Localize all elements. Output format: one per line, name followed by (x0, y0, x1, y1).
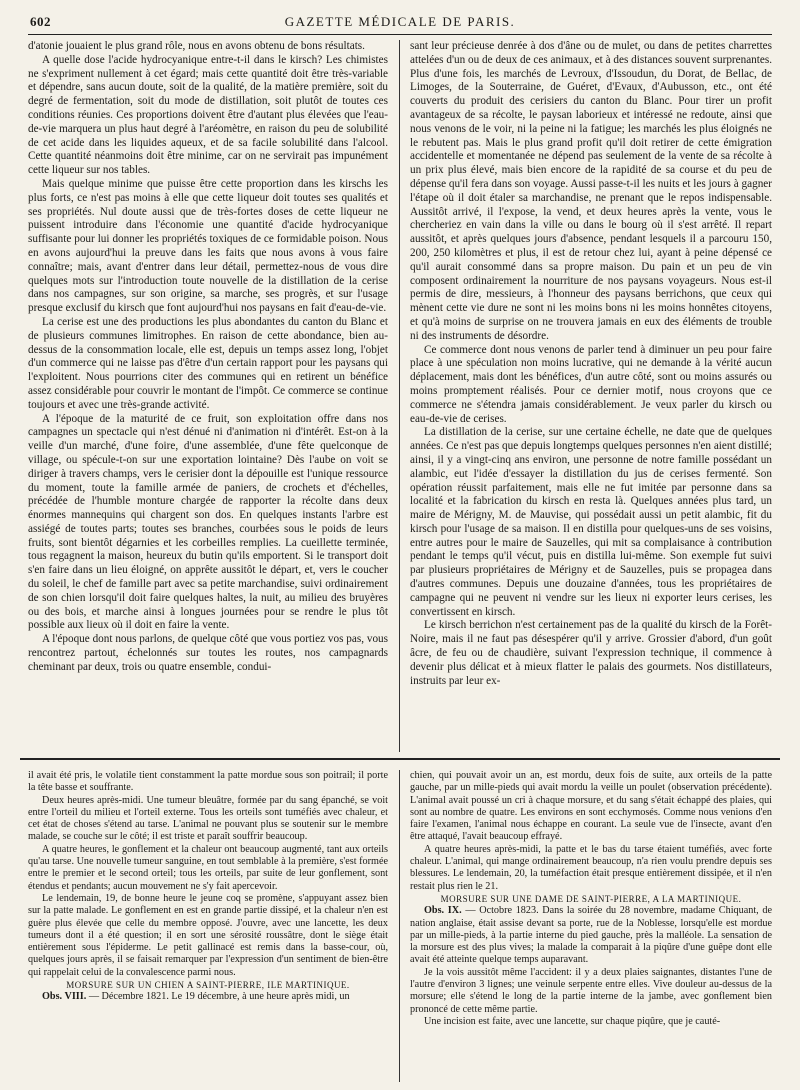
section-divider (20, 758, 780, 760)
page-number: 602 (30, 14, 51, 29)
paragraph: A quatre heures après-midi, la patte et le bas du tarse étaient tuméfiés, avec forte chaleur. L'animal, qui mange ordinairement beaucoup, n'a rien voulu prendre depuis ses blessures. Le lendemain, 20, la tuméfaction était presque entièrement dissipée, et il n'en restait plus rien le 21. (410, 843, 772, 892)
section-title: MORSURE SUR UNE DAME DE SAINT-PIERRE, A LA MARTINIQUE. (440, 893, 742, 904)
top-left-column (28, 40, 388, 740)
page-header (28, 12, 772, 35)
paragraph: La cerise est une des productions les plus abondantes du canton du Blanc et de plusieurs communes limitrophes. En raison de cette abondance, bien au-dessus de la consommation locale, elle est, depuis un temps assez long, l'objet d'un commerce qui ne laisse pas d'être d'un certain rapport pour les paysans qui l'exploitent. Nous pourrions citer des communes qui en retirent un bénéfice assez considérable pour couvrir le montant de l'impôt. Ce commerce se continue toujours et avec une très-grande activité. (28, 315, 388, 411)
paragraph: d'atonie jouaient le plus grand rôle, nous en avons obtenu de bons résultats. (28, 40, 365, 52)
paragraph: Le lendemain, 19, de bonne heure le jeune coq se promène, s'appuyant assez bien sur la patte malade. Le gonflement en est en grande partie dissipé, et la chaleur n'en est guère plus élevée que celle du membre opposé. J'ouvre, avec une lancette, les deux tumeurs dont il a été question; il en sort une sérosité roussâtre, dont le siège était entièrement sous l'épiderme. Le petit gallinacé est remis dans la basse-cour, où, quelques jours après, il se faisait remarquer par l'expression d'un sentiment de bien-être qui rappelait celui de la convalescence parmi nous. (28, 892, 388, 978)
paragraph: A l'époque de la maturité de ce fruit, son exploitation offre dans nos campagnes un spectacle qui n'est dénué ni d'animation ni d'intérêt. Est-on à la veille d'un marché, d'une foire, d'une assemblée, d'une fête quelconque de village, ou spécule-t-on sur une exportation lointaine? Dès l'aube on voit se diriger à travers champs, vers le cerisier dont la dépouille est l'unique ressource du moment, toute la famille armée de paniers, de crochets et d'échelles, précédée de l'humble monture chargée de rapporter la récolte dans deux énormes mannequins qui chargent son dos. En quelques instants l'arbre est assiégé de toutes parts; toutes ses branches, courbées sous le poids de leurs fruits, sont bientôt dégarnies et les corbeilles remplies. La cueillette terminée, tous regagnent la maison, heureux du butin qu'ils emportent. Si le transport doit s'en faire dans un lieu éloigné, on apprête aussitôt le départ, et, vers le coucher du soleil, le chef de famille part avec sa petite marchandise, suivi ordinairement de son chien lorsqu'il doit faire quelques haltes, la nuit, au milieu des bruyères ou des bois, et marche ainsi à longues journées pour se rendre le plus tôt possible aux lieux où il doit en faire la vente. (28, 412, 388, 632)
paragraph: Mais quelque minime que puisse être cette proportion dans les kirschs les plus forts, ce n'est pas moins à elle que cette liqueur doit toutes ses qualités et ses propriétés. Nul doute aussi que de très-fortes doses de cette liqueur ne puissent introduire dans l'économie une quantité d'acide hydrocyanique suffisante pour lui donner les propriétés toxiques de ce formidable poison. Nous en avons aujourd'hui la preuve dans les faits que nous avons à vous faire connaître; mais, avant d'entrer dans leur détail, permettez-nous de vous dire quelques mots sur l'introduction toute nouvelle de la distillation de la cerise dans nos campagnes, sur son origine, sa marche, ses progrès, et sur l'usage presque exclusif du kirsch que font aujourd'hui nos paysans en fait d'eau-de-vie. (28, 177, 388, 315)
observation-label: Obs. IX. (424, 905, 462, 917)
paragraph: Une incision est faite, avec une lancette, sur chaque piqûre, que je cauté- (424, 1015, 721, 1027)
paragraph: A quatre heures, le gonflement et la chaleur ont beaucoup augmenté, tant aux orteils qu'au tarse. Une nouvelle tumeur sanguine, en tout semblable à la première, s'est formée entre le premier et le second orteil; tous les orteils, par suite de leur gonflement, sont étendus et pendants; aucun mouvement ne s'y fait apercevoir. (28, 843, 388, 892)
column-divider (399, 40, 400, 752)
bottom-right-column (410, 770, 772, 1082)
observation-paragraph (410, 905, 772, 966)
bottom-left-column (28, 770, 388, 1082)
journal-title: GAZETTE MÉDICALE DE PARIS. (284, 14, 516, 29)
paragraph: chien, qui pouvait avoir un an, est mordu, deux fois de suite, aux orteils de la patte gauche, par un mille-pieds qui avait mordu la veille un poulet (observation précédente). L'animal avait poussé un cri à chaque morsure, et du sang s'était échappé des plaies, qui sont au nombre de quatre. Les environs en sont ecchymosés. Comme nous venions d'en faire l'examen, l'animal nous échappe en courant. La seule vue de l'insecte, avant d'en être attaqué, l'avait beaucoup effrayé. (410, 770, 772, 843)
paragraph: La distillation de la cerise, sur une certaine échelle, ne date que de quelques années. Ce n'est pas que depuis longtemps quelques personnes n'en aient distillé; ainsi, il y a vingt-cinq ans environ, une personne de notre famille possédant un alambic, eut l'idée d'essayer la distillation du jus de cerises fermenté. Son opération réussit parfaitement, mais elle ne fut imitée par personne dans sa localité et la fabrication du kirsch en resta là. Quelques années plus tard, un maire de Mérigny, M. de Mauvise, qui possédait aussi un petit alambic, fit du kirsch pour l'usage de sa maison. Il en distilla pour quelques-uns de ses voisins, entre autres pour le maire de Sauzelles, qui mit sa complaisance à contribution pendant le temps qu'il vécut, puis en distilla lui-même. Son exemple fut suivi par plusieurs propriétaires de Mérigny et de Sauzelles, puis se propagea dans d'autres communes. Depuis une douzaine d'années, tous les propriétaires de campagne qui ne peuvent ni vendre sur les lieux ni exporter leurs cerises, les convertissent en kirsch. (410, 426, 772, 618)
paragraph: A l'époque dont nous parlons, de quelque côté que vous portiez vos pas, vous rencontrez partout, échelonnés sur toutes les routes, nos campagnards cheminant par deux, trois ou quatre ensemble, condui- (28, 633, 388, 673)
observation-paragraph (28, 991, 388, 1003)
observation-text: — Décembre 1821. Le 19 décembre, à une heure après midi, un (88, 991, 350, 1003)
top-right-column (410, 40, 772, 740)
paragraph: sant leur précieuse denrée à dos d'âne ou de mulet, ou dans de petites charrettes attelées d'un ou de deux de ces animaux, et à des distances souvent surprenantes. Plus d'une fois, les marchés de Levroux, d'Issoudun, du Dorat, de Bellac, de Limoges, de la Souterraine, de Guéret, d'Evaux, d'Aubusson, etc., ont été couverts du produit des cerisiers du canton du Blanc. Pour tirer un profit avantageux de sa récolte, le paysan laborieux et intéressé ne redoute, ainsi que nous venons de le voir, ni la peine ni la fatigue; les marchés les plus éloignés ne le rebutent pas. Mais le plus grand profit qu'il doit retirer de cette émigration accidentelle et momentanée ne dépend pas seulement de la vente de sa récolte à un prix plus élevé, mais bien encore de la rapidité de sa course et du peu de dépense qu'il fera dans son voyage. Aussi passe-t-il les nuits et les jours à gagner l'étape où il doit étaler sa marchandise, ne prenant que le repos indispensable. Aussitôt arrivé, il l'expose, la vend, et deux heures après la vente, vous le chercheriez en vain dans la ville ou dans le bourg où il s'est arrêté. Il repart aussitôt, et après quelques jours d'absence, pendant lesquels il a parcouru 150, 200, 250 kilomètres et plus, il est de retour chez lui, ayant à peine dépensé ce qu'il aurait consommé dans sa propre maison. Du pain et un peu de vin composent ordinairement la nourriture de nos paysans voyageurs. Nous est-il permis de dire, messieurs, à l'honneur des paysans berrichons, que ceux qui mènent cette vie dure ne sont ni les moins bons ni les moins honnêtes citoyens, et qu'à moins de surprise on ne trouvera jamais en eux des éléments de trouble ni des instruments de désordre. (410, 40, 772, 342)
section-title: MORSURE SUR UN CHIEN A SAINT-PIERRE, ILE MARTINIQUE. (66, 980, 350, 991)
observation-text: — Octobre 1823. Dans la soirée du 28 novembre, madame Chiquant, de nation anglaise, était assise devant sa porte, rue de la Noblesse, lorsqu'elle est mordue par un mille-pieds, à la partie interne du pied gauche, près la malléole. La sensation de la morsure est des plus vives; la malade la comparait à la piqûre d'une guêpe dont elle avait été atteinte quelque temps auparavant. (410, 905, 772, 966)
paragraph: Je la vois aussitôt même l'accident: il y a deux plaies saignantes, distantes l'une de l'autre d'environ 3 lignes; une veinule serpente entre elles. Vive douleur au-dessus de la morsure; elle s'étend le long de la partie interne de la jambe, avec gonflement bien prononcé de cette même partie. (410, 966, 772, 1015)
column-divider (399, 770, 400, 1082)
paragraph: A quelle dose l'acide hydrocyanique entre-t-il dans le kirsch? Les chimistes ne s'expriment nullement à cet égard; mais cette quantité doit être très-variable et dépendre, sans aucun doute, soit de la qualité, de la matière première, soit du degré de fermentation, soit du mode de distillation, soit plutôt de toutes ces conditions réunies. Ces proportions doivent être d'autant plus élevées que l'eau-de-vie marquera un plus haut degré à l'aréomètre, en raison du peu de solubilité de cet acide dans les liquides aqueux, et de sa facile solubilité dans l'alcool. Cette quantité néanmoins doit être minime, car on ne servirait pas impunément cette liqueur sur nos tables. (28, 53, 388, 177)
paragraph: Ce commerce dont nous venons de parler tend à diminuer un peu pour faire place à une spéculation non moins lucrative, qui ne demande à la vérité aucun déplacement, mais dont les bénéfices, d'un autre côté, sont ou moins assurés ou moins promptement réalisés. Pour ce dernier motif, nous croyons que ce commerce ne s'étendra jamais considérablement. Je veux parler du kirsch ou eau-de-vie de cerises. (410, 343, 772, 425)
paragraph: Deux heures après-midi. Une tumeur bleuâtre, formée par du sang épanché, se voit entre l'orteil du milieu et l'orteil externe. Tous les orteils sont tuméfiés avec chaleur, et cet état de choses s'étend au tarse. L'animal ne pouvant plus se soutenir sur le membre malade, se couche sur le côté; il est triste et paraît souffrir beaucoup. (28, 794, 388, 843)
paragraph: Le kirsch berrichon n'est certainement pas de la qualité du kirsch de la Forêt-Noire, mais il ne faut pas désespérer qu'il y arrive. Grossier d'abord, d'un goût âcre, de feu ou de chaudière, suivant l'expression technique, il commence à devenir plus délicat et à mieux flatter le palais des gourmets. Nos distillateurs, instruits par leur ex- (410, 619, 772, 687)
paragraph: il avait été pris, le volatile tient constamment la patte mordue sous son poitrail; il porte la tête basse et souffrante. (28, 770, 388, 794)
observation-label: Obs. VIII. (42, 991, 87, 1003)
